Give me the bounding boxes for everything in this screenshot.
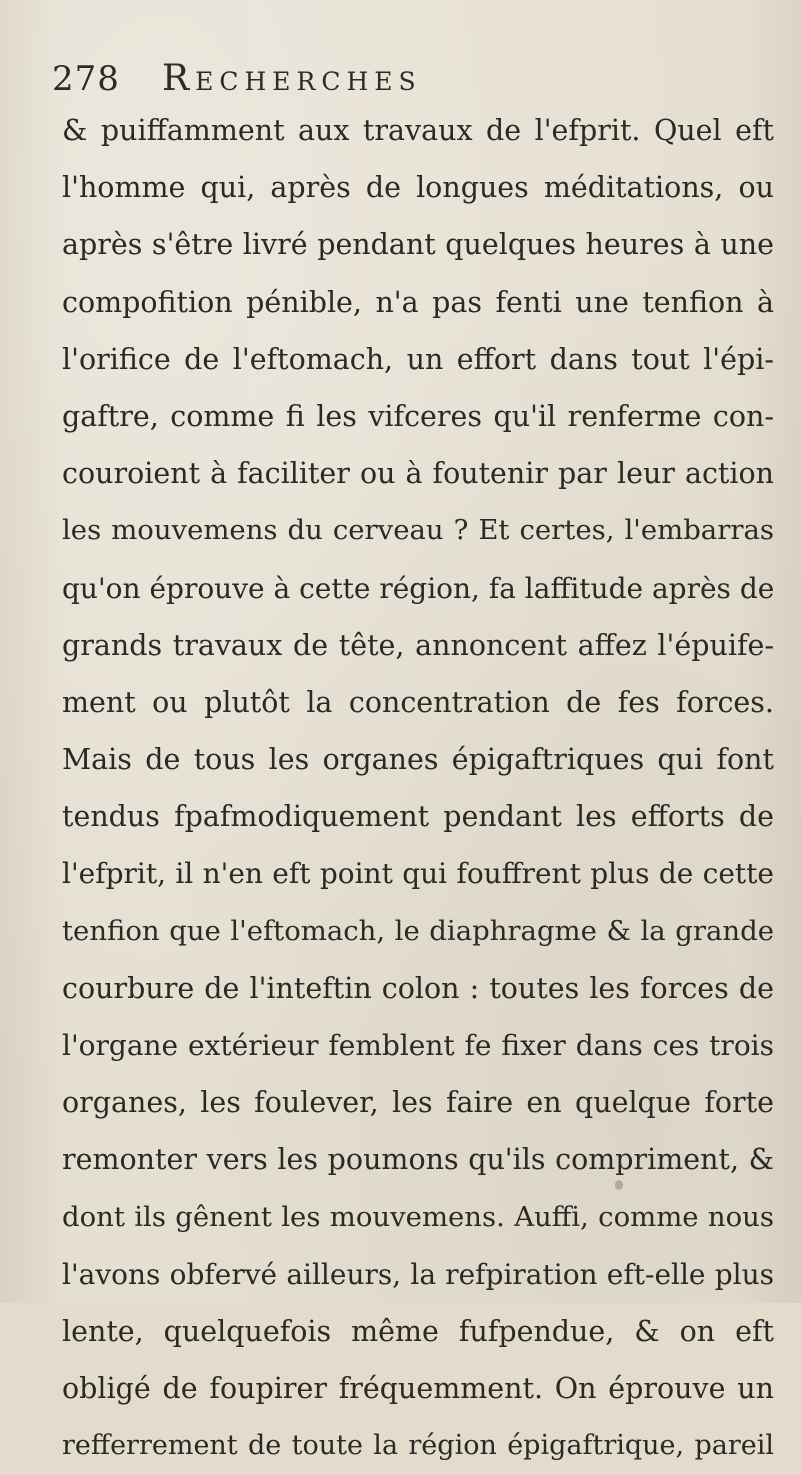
ink-smudge [615,1180,623,1190]
text-line: & puiffamment aux travaux de l'efprit. Quel eft [62,114,774,147]
text-line: tendus fpafmodiquement pendant les efforts de [62,800,774,834]
text-line: dont ils gênent les mouvemens. Auffi, comme nous [62,1200,774,1233]
text-line: les mouvemens du cerveau ? Et certes, l'embarras [62,514,774,547]
text-line: organes, les foulever, les faire en quelque forte [62,1086,774,1120]
text-line: après s'être livré pendant quelques heures à une [62,228,774,262]
text-line: grands travaux de tête, annoncent affez l'épuife- [62,628,774,662]
text-line: remonter vers les poumons qu'ils compriment, & [62,1143,774,1177]
page-header [52,58,422,106]
body-text [62,102,774,1475]
text-line: l'organe extérieur femblent fe fixer dans ces trois [62,1029,774,1062]
text-line: compofition pénible, n'a pas fenti une tenfion à [62,285,774,319]
text-line: refferrement de toute la région épigaftrique, pareil [62,1430,774,1462]
text-line: lente, quelquefois même fufpendue, & on eft [62,1314,774,1348]
running-head: Recherches [162,58,422,99]
text-line: Mais de tous les organes épigaftriques qui font [62,743,774,777]
text-line: l'efprit, il n'en eft point qui fouffrent plus de cette [62,857,774,891]
text-line: l'avons obfervé ailleurs, la refpiration eft-elle plus [62,1257,774,1291]
text-line: obligé de foupirer fréquemment. On éprouve un [62,1372,774,1406]
text-line: courbure de l'inteftin colon : toutes les forces de [62,971,774,1005]
text-line: ment ou plutôt la concentration de fes forces. [62,685,774,719]
page-number: 278 [52,59,120,99]
text-line: tenfion que l'eftomach, le diaphragme & la grande [62,914,774,947]
text-line: l'orifice de l'eftomach, un effort dans tout l'épi- [62,342,774,376]
text-line: couroient à faciliter ou à foutenir par leur action [62,457,774,491]
text-line: l'homme qui, après de longues méditations, ou [62,171,774,205]
text-line: qu'on éprouve à cette région, fa laffitude après de [62,571,775,605]
text-line: gaftre, comme fi les vifceres qu'il renferme con- [62,399,774,433]
